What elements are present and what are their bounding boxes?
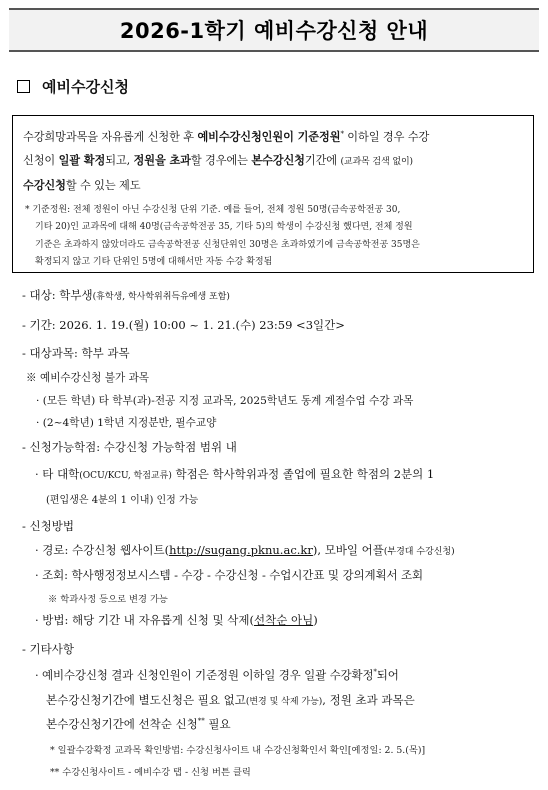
box-text: 할 수 있는 제도 — [65, 178, 141, 192]
not-allowed-item: · (2~4학년) 1학년 지정분반, 필수교양 — [36, 417, 217, 429]
box-text-bold: 본수강신청 — [251, 152, 305, 167]
etc-text: 필요 — [204, 717, 231, 731]
note-line: 기타 20)인 교과목에 대해 40명(금속공학전공 35, 기타 5)의 학생이 수강신청 했다면, 전체 정원 — [35, 222, 413, 233]
method-text: ) — [313, 613, 318, 627]
method-route — [35, 542, 455, 558]
box-text-bold: 예비수강신청인원이 기준정원 — [197, 129, 341, 144]
method-text: ), 모바일 어플 — [312, 543, 384, 557]
etc-text: , 정원 초과 과목은 — [322, 693, 415, 707]
method-heading: - 신청방법 — [22, 519, 74, 533]
method-emphasis: 선착순 아님 — [254, 613, 314, 627]
method-inquiry: · 조회: 학사행정정보시스템 - 수강 - 수강신청 - 수업시간표 및 강의계획서 조회 — [35, 568, 424, 582]
definition-note — [23, 202, 523, 272]
credits-text: · 타 대학 — [35, 467, 80, 481]
etc-text: 본수강신청기간에 선착순 신청 — [46, 717, 198, 731]
etc-line — [46, 716, 231, 732]
etc-line — [46, 692, 415, 708]
credits-text: 학점은 학사학위과정 졸업에 필요한 학점의 2분의 1 — [171, 467, 435, 481]
box-text-bold: 수강신청 — [23, 177, 66, 192]
sugang-site-link[interactable]: http://sugang.pknu.ac.kr — [169, 543, 313, 557]
footnote-2: ** 수강신청사이트 - 예비수강 탭 - 신청 버튼 클릭 — [50, 767, 251, 778]
not-allowed-item: · (모든 학년) 타 학부(과)-전공 지정 교과목, 2025학년도 동계 계절수업 수강 과목 — [36, 395, 414, 407]
credits-item-note: (편입생은 4분의 1 이내) 인정 가능 — [46, 495, 199, 506]
period-line: - 기간: 2026. 1. 19.(월) 10:00 ~ 1. 21.(수) 23:59 <3일간> — [22, 318, 345, 332]
box-text-bold: 일괄 확정 — [58, 152, 106, 167]
box-text: 신청이 — [23, 153, 59, 167]
method-inquiry-note: ※ 학과사정 등으로 변경 가능 — [48, 594, 168, 605]
page-title: 2026-1학기 예비수강신청 안내 — [119, 19, 429, 43]
section-heading — [17, 76, 129, 97]
credits-heading: - 신청가능학점: 수강신청 가능학점 범위 내 — [22, 440, 237, 454]
etc-line — [35, 667, 399, 683]
definition-box — [12, 115, 534, 273]
note-line: * 기준정원: 전체 정원이 아닌 수강신청 단위 기준. 예를 들어, 전체 정원 50명(금속공학전공 30, — [25, 204, 401, 215]
box-text: 이하일 경우 수강 — [343, 130, 430, 144]
method-note: (부경대 수강신청) — [383, 547, 455, 557]
method-text: · 방법: 해당 기간 내 자유롭게 신청 및 삭제( — [35, 613, 255, 627]
etc-text: 본수강신청기간에 별도신청은 필요 없고 — [46, 693, 246, 707]
square-bullet-icon — [17, 80, 30, 93]
credits-item — [35, 466, 434, 482]
etc-text: 되어 — [376, 668, 399, 682]
box-text: 되고, — [105, 153, 134, 167]
section-heading-text: 예비수강신청 — [42, 78, 129, 96]
box-text-small: (교과목 검색 없이) — [340, 156, 413, 167]
target-note: (휴학생, 학사학위취득유예생 포함) — [92, 292, 230, 302]
footnote-mark: ** — [197, 717, 205, 726]
credits-note: (OCU/KCU, 학점교류) — [79, 471, 172, 481]
footnote-mark: * — [373, 668, 377, 677]
target-line — [22, 287, 230, 303]
box-text-bold: 정원을 초과 — [133, 152, 191, 167]
courses-line: - 대상과목: 학부 과목 — [22, 346, 130, 360]
box-text: 기간에 — [304, 153, 341, 167]
footnote-1: * 일괄수강확정 교과목 확인방법: 수강신청사이트 내 수강신청확인서 확인[예정일: 2. 5.(목)] — [50, 745, 426, 756]
target-label: - 대상: 학부생 — [22, 288, 93, 302]
box-text: 수강희망과목을 자유롭게 신청한 후 — [23, 130, 198, 144]
title-banner — [9, 8, 539, 52]
method-text: · 경로: 수강신청 웹사이트( — [35, 543, 170, 557]
note-line: 확정되지 않고 기타 단위인 5명에 대해서만 자동 수강 확정됨 — [35, 257, 273, 268]
etc-note: (변경 및 삭제 가능) — [245, 697, 323, 707]
note-line: 기준은 초과하지 않았더라도 금속공학전공 신청단위인 30명은 초과하였기에 금속공학전공 35명은 — [35, 239, 420, 250]
etc-text: · 예비수강신청 결과 신청인원이 기준정원 이하일 경우 일괄 수강확정 — [35, 668, 374, 682]
method-how — [35, 612, 318, 628]
footnote-mark: * — [340, 130, 344, 138]
not-allowed-heading: ※ 예비수강신청 불가 과목 — [26, 372, 150, 384]
etc-heading: - 기타사항 — [22, 642, 74, 656]
box-text: 할 경우에는 — [190, 153, 252, 167]
definition-text — [23, 123, 523, 197]
